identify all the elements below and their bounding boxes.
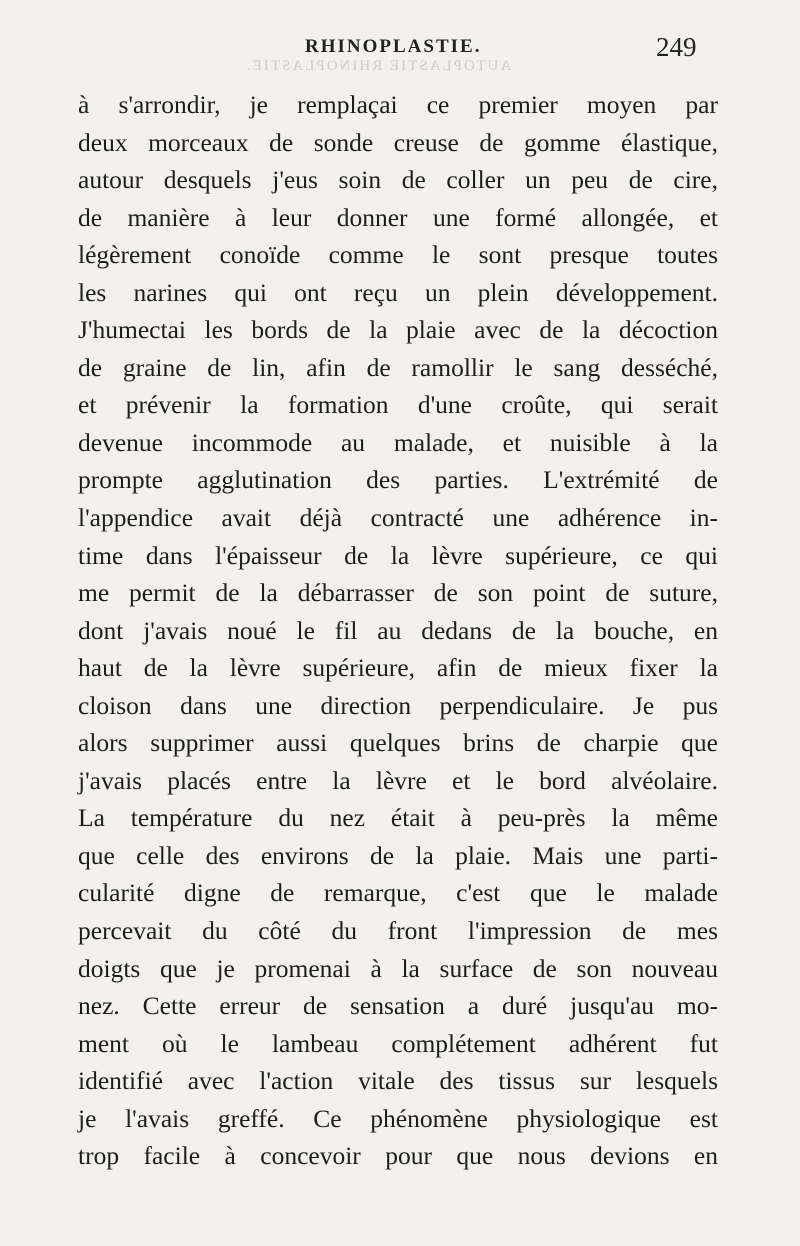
text-line: cloison dans une direction perpendiculaire. Je pus [78,690,718,720]
text-line: dont j'avais noué le fil au dedans de la bouche, en [78,615,718,645]
text-line: ment où le lambeau complétement adhérent fut [78,1028,718,1058]
running-head: RHINOPLASTIE. [305,36,482,57]
text-line: de graine de lin, afin de ramollir le sang desséché, [78,352,718,382]
show-through-text: AUTOPLASTIE RHINOPLASTIE. [245,58,512,74]
text-line: alors supprimer aussi quelques brins de charpie que [78,728,718,758]
text-line: identifié avec l'action vitale des tissus sur lesquels [78,1066,718,1096]
body-text [78,86,718,1175]
text-line: La température du nez était à peu-près la même [78,803,718,833]
page-number: 249 [656,32,697,62]
text-line: l'appendice avait déjà contracté une adhérence in- [78,503,718,533]
text-line: légèrement conoïde comme le sont presque toutes [78,240,718,270]
text-line: de manière à leur donner une formé allongée, et [78,202,718,232]
text-line: percevait du côté du front l'impression de mes [78,916,718,946]
text-line: time dans l'épaisseur de la lèvre supérieure, ce qui [78,540,718,570]
text-line: et prévenir la formation d'une croûte, qui serait [78,390,718,420]
text-line: prompte agglutination des parties. L'extrémité de [78,465,718,495]
text-line: autour desquels j'eus soin de coller un peu de cire, [78,165,718,195]
text-line: deux morceaux de sonde creuse de gomme élastique, [78,127,718,157]
text-line: à s'arrondir, je remplaçai ce premier moyen par [78,90,718,119]
text-line: je l'avais greffé. Ce phénomène physiologique est [78,1103,718,1133]
text-line: me permit de la débarrasser de son point de suture, [78,578,718,608]
text-line: cularité digne de remarque, c'est que le malade [78,878,718,908]
text-line: J'humectai les bords de la plaie avec de la décoction [78,315,718,345]
text-line: devenue incommode au malade, et nuisible à la [78,427,718,457]
text-line: trop facile à concevoir pour que nous devions en [78,1141,718,1171]
text-line: les narines qui ont reçu un plein développement. [78,277,718,307]
text-line: que celle des environs de la plaie. Mais une parti- [78,840,718,870]
text-line: haut de la lèvre supérieure, afin de mieux fixer la [78,653,718,683]
text-line: doigts que je promenai à la surface de son nouveau [78,953,718,983]
text-line: nez. Cette erreur de sensation a duré jusqu'au mo- [78,991,718,1021]
text-line: j'avais placés entre la lèvre et le bord alvéolaire. [78,765,718,795]
page-header [0,32,800,66]
